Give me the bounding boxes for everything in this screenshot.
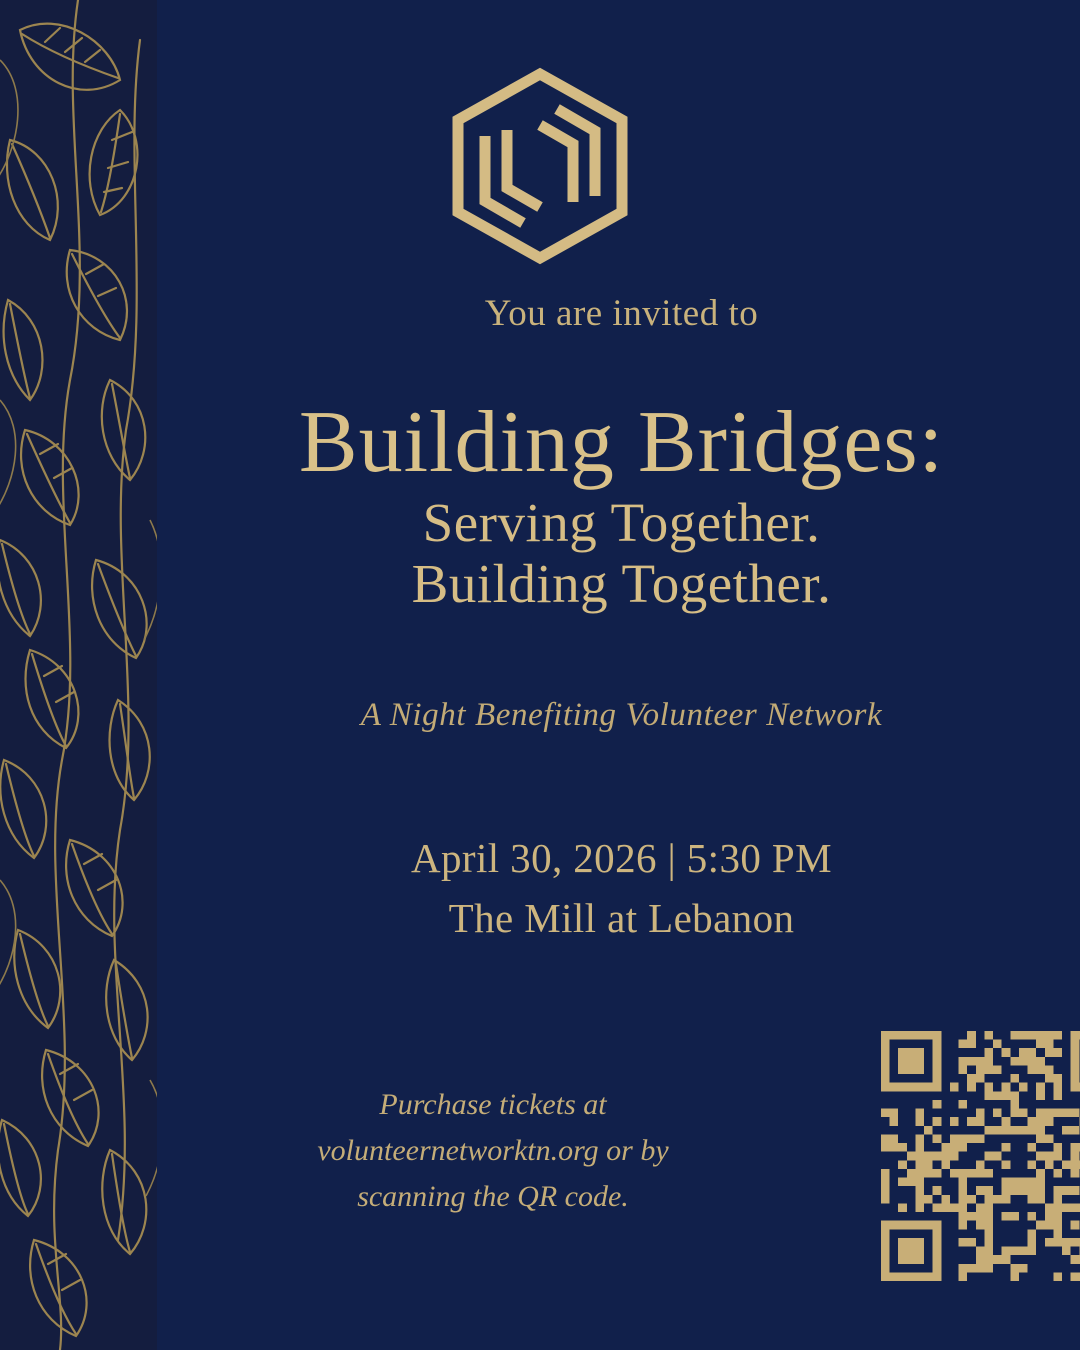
content-column	[163, 0, 1080, 1350]
subtitle	[163, 493, 1080, 614]
qr-code[interactable]	[881, 1022, 1080, 1290]
benefiting-line: A Night Benefiting Volunteer Network	[360, 697, 883, 733]
page-title: Building Bridges:	[298, 394, 945, 491]
event-date-time: April 30, 2026 | 5:30 PM	[410, 835, 832, 881]
ticket-instructions	[273, 1082, 713, 1220]
subtitle-line-1: Serving Together.	[422, 492, 821, 553]
invitation-line: You are invited to	[484, 293, 759, 334]
qr-code-icon[interactable]	[881, 1022, 1080, 1290]
event-venue: The Mill at Lebanon	[448, 895, 795, 941]
ticket-line-1: Purchase tickets at	[379, 1088, 607, 1121]
ticket-line-2: volunteernetworktn.org or by	[317, 1133, 669, 1167]
ticket-line-3: scanning the QR code.	[357, 1179, 629, 1213]
subtitle-line-2: Building Together.	[411, 552, 832, 614]
